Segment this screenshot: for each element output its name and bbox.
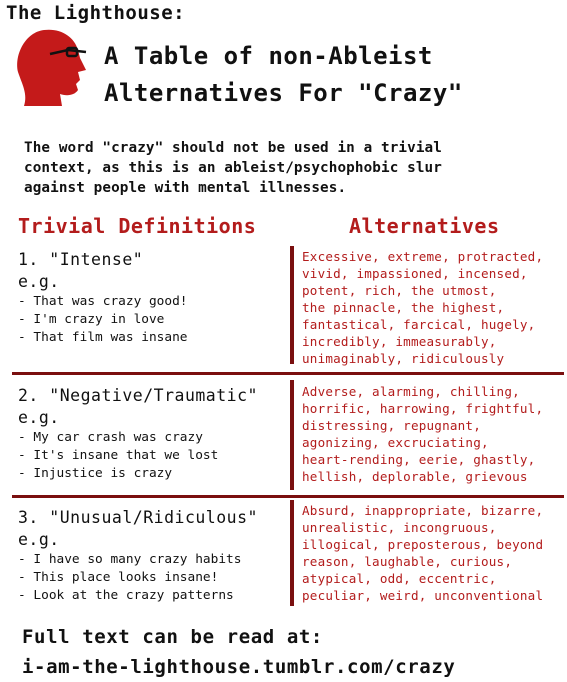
definition-heading: 2. "Negative/Traumatic" [18, 386, 258, 405]
alternative-line: illogical, preposterous, beyond [302, 537, 544, 552]
eg-label: e.g. [18, 530, 60, 549]
site-name: The Lighthouse: [6, 2, 186, 24]
alternative-line: incredibly, immeasurably, [302, 334, 497, 349]
alternative-line: fantastical, farcical, hugely, [302, 317, 536, 332]
alternative-line: Excessive, extreme, protracted, [302, 249, 544, 264]
row-divider [12, 495, 564, 498]
example-item: - That film was insane [18, 330, 188, 345]
title-line-2: Alternatives For "Crazy" [104, 79, 463, 107]
definition-heading: 1. "Intense" [18, 250, 144, 269]
example-item: - This place looks insane! [18, 570, 219, 585]
alternative-line: Adverse, alarming, chilling, [302, 384, 520, 399]
alternative-line: peculiar, weird, unconventional [302, 588, 544, 603]
footer-line-1: Full text can be read at: [22, 626, 323, 648]
alternative-line: Absurd, inappropriate, bizarre, [302, 503, 544, 518]
alternative-line: vivid, impassioned, incensed, [302, 266, 528, 281]
example-item: - Look at the crazy patterns [18, 588, 234, 603]
alternatives-unusual-ridiculous [302, 502, 564, 604]
intro-line: against people with mental illnesses. [24, 180, 347, 196]
alternatives-negative-traumatic [302, 383, 564, 485]
intro-text [24, 138, 554, 198]
example-item: - My car crash was crazy [18, 430, 203, 445]
alternative-line: potent, rich, the utmost, [302, 283, 497, 298]
example-item: - I'm crazy in love [18, 312, 165, 327]
alternative-line: horrific, harrowing, frightful, [302, 401, 544, 416]
example-item: - Injustice is crazy [18, 466, 173, 481]
alternative-line: unimaginably, ridiculously [302, 351, 505, 366]
definition-negative-traumatic [18, 385, 258, 483]
alternative-line: hellish, deplorable, grievous [302, 469, 528, 484]
column-divider [290, 500, 294, 606]
column-divider [290, 380, 294, 490]
alternative-line: atypical, odd, eccentric, [302, 571, 497, 586]
alternative-line: reason, laughable, curious, [302, 554, 513, 569]
alternatives-intense [302, 248, 564, 367]
footer-url: i-am-the-lighthouse.tumblr.com/crazy [22, 656, 456, 678]
alternative-line: distressing, repugnant, [302, 418, 481, 433]
eg-label: e.g. [18, 408, 60, 427]
column-header-trivial-definitions: Trivial Definitions [18, 214, 257, 238]
page-title [104, 38, 463, 112]
alternative-line: heart-rending, eerie, ghastly, [302, 452, 536, 467]
column-divider [290, 246, 294, 364]
example-item: - I have so many crazy habits [18, 552, 242, 567]
example-item: - That was crazy good! [18, 294, 188, 309]
alternative-line: the pinnacle, the highest, [302, 300, 505, 315]
title-line-1: A Table of non-Ableist [104, 42, 433, 70]
lighthouse-logo-icon [14, 28, 88, 108]
definition-intense [18, 249, 188, 347]
footer [22, 622, 455, 682]
alternative-line: unrealistic, incongruous, [302, 520, 497, 535]
definition-heading: 3. "Unusual/Ridiculous" [18, 508, 258, 527]
alternative-line: agonizing, excruciating, [302, 435, 489, 450]
row-divider [12, 372, 564, 375]
column-header-alternatives: Alternatives [349, 214, 500, 238]
eg-label: e.g. [18, 272, 60, 291]
intro-line: context, as this is an ableist/psychophobic slur [24, 160, 442, 176]
definition-unusual-ridiculous [18, 507, 258, 605]
example-item: - It's insane that we lost [18, 448, 219, 463]
intro-line: The word "crazy" should not be used in a trivial [24, 140, 442, 156]
